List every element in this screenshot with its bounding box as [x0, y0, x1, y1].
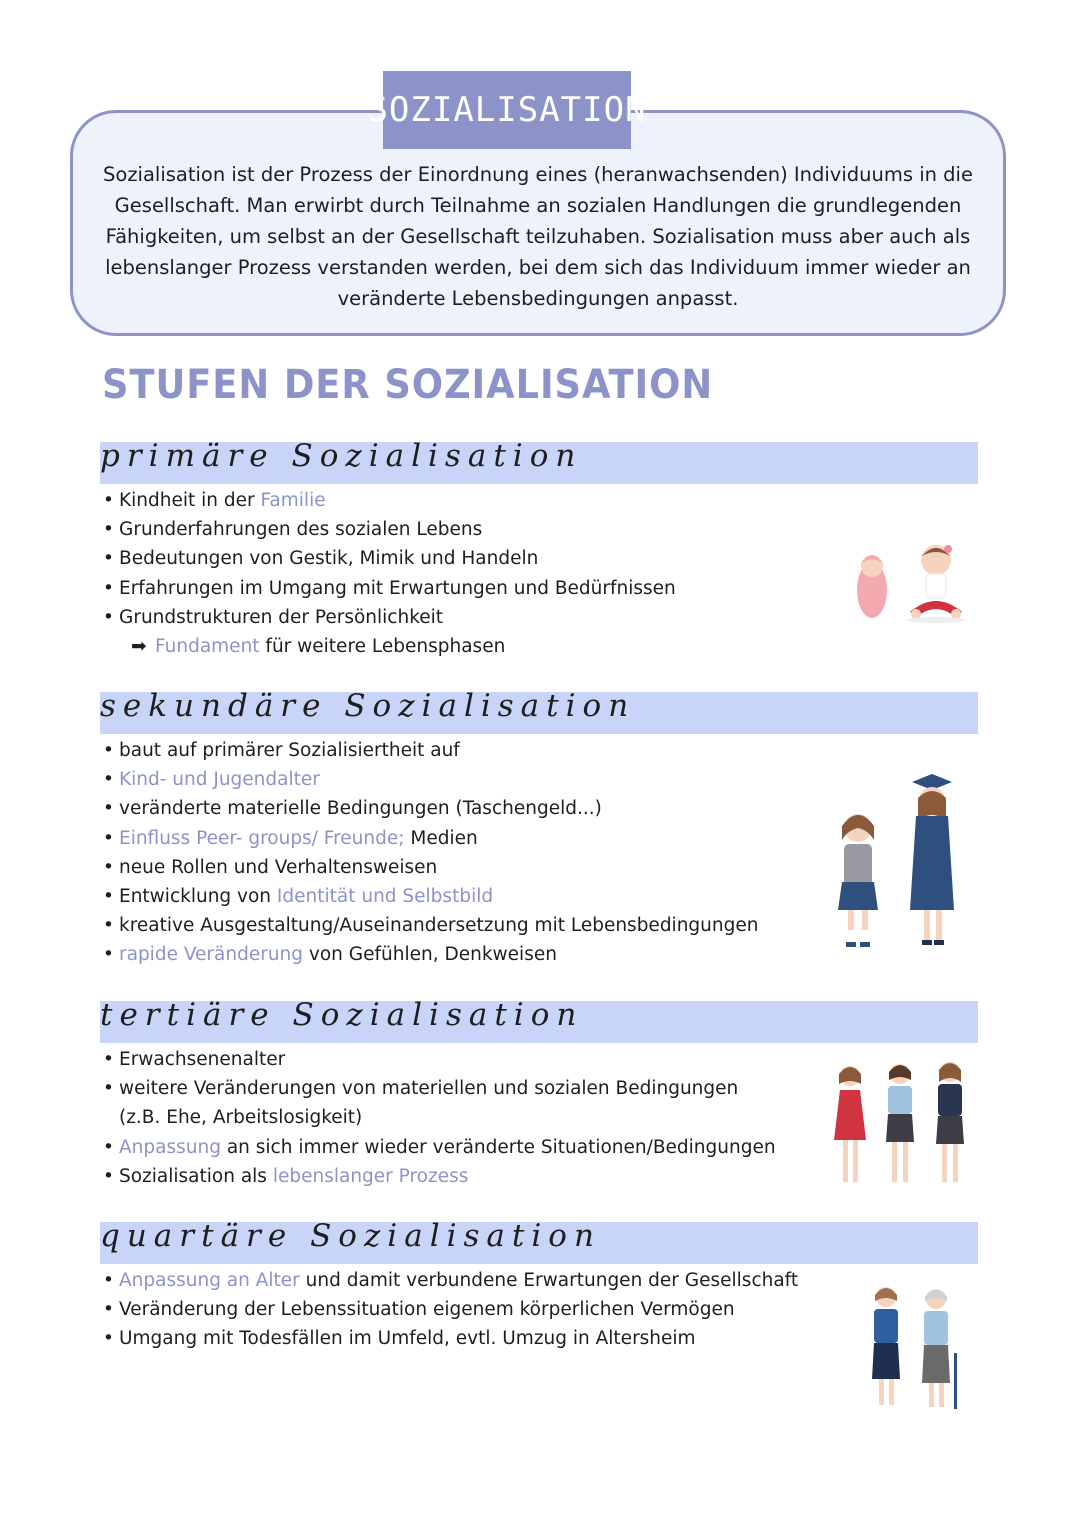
arrow-item: ➡ Fundament für weitere Lebensphasen — [103, 632, 978, 661]
section-band — [100, 688, 978, 734]
list-item: • Grunderfahrungen des sozialen Lebens — [103, 515, 978, 544]
schoolgirl-and-graduate-icon — [828, 770, 958, 955]
list-item: • Grundstrukturen der Persönlichkeit — [103, 603, 978, 632]
page-title: SOZIALISATION — [383, 71, 631, 149]
list-item: • rapide Veränderung von Gefühlen, Denkweisen — [103, 940, 978, 969]
list-item: • Erfahrungen im Umgang mit Erwartungen und Bedürfnissen — [103, 574, 978, 603]
section-quartaer — [100, 1218, 978, 1354]
list-item: • Anpassung an Alter und damit verbundene Erwartungen der Gesellschaft — [103, 1266, 978, 1295]
list-item: • Kindheit in der Familie — [103, 486, 978, 515]
list-item: • veränderte materielle Bedingungen (Taschengeld...) — [103, 794, 978, 823]
list-item: • Kind- und Jugendalter — [103, 765, 978, 794]
section-primaer — [100, 438, 978, 661]
list-item-continuation: (z.B. Ehe, Arbeitslosigkeit) — [119, 1107, 363, 1129]
section-band — [100, 997, 978, 1043]
section-band — [100, 1218, 978, 1264]
elderly-women-icon — [860, 1283, 970, 1413]
list-item: • kreative Ausgestaltung/Auseinandersetzung mit Lebensbedingungen — [103, 911, 978, 940]
section-title: tertiäre Sozialisation — [100, 997, 584, 1033]
definition-text: Sozialisation ist der Prozess der Einordnung eines (heranwachsenden) Individuums in die Gesellschaft. Man erwirbt durch Teilnahme an sozialen Handlungen die grundlegenden Fähigkeiten, um selbst an der Gesellschaft teilzuhaben. Sozialisation muss aber auch als lebenslanger Prozess verstanden werden, bei dem sich das Individuum immer wieder an veränderte Lebensbedingungen anpasst. — [103, 163, 973, 310]
list-item: • Erwachsenenalter — [103, 1045, 978, 1074]
list-item: • Veränderung der Lebenssituation eigenem körperlichen Vermögen — [103, 1295, 978, 1324]
list-item: • baut auf primärer Sozialisiertheit auf — [103, 736, 978, 765]
section-title: quartäre Sozialisation — [100, 1218, 601, 1254]
three-adult-women-icon — [828, 1060, 978, 1190]
list-item: • weitere Veränderungen von materiellen und sozialen Bedingungen — [103, 1074, 978, 1103]
baby-and-toddler-icon — [850, 540, 970, 625]
section-title: primäre Sozialisation — [100, 438, 583, 474]
list-item: • Einfluss Peer- groups/ Freunde; Medien — [103, 824, 978, 853]
list-item: • Umgang mit Todesfällen im Umfeld, evtl. Umzug in Altersheim — [103, 1324, 978, 1353]
section-band — [100, 438, 978, 484]
list-item: • neue Rollen und Verhaltensweisen — [103, 853, 978, 882]
arrow-right-icon: ➡ — [131, 636, 147, 658]
list-item: • Bedeutungen von Gestik, Mimik und Handeln — [103, 544, 978, 573]
list-item: • Entwicklung von Identität und Selbstbild — [103, 882, 978, 911]
section-title: sekundäre Sozialisation — [100, 688, 636, 724]
list-item: • Sozialisation als lebenslanger Prozess — [103, 1162, 978, 1191]
section-heading: STUFEN DER SOZIALISATION — [102, 362, 714, 408]
list-item: • Anpassung an sich immer wieder veränderte Situationen/Bedingungen — [103, 1133, 978, 1162]
bullet-list — [100, 1266, 978, 1354]
bullet-list — [100, 486, 978, 661]
